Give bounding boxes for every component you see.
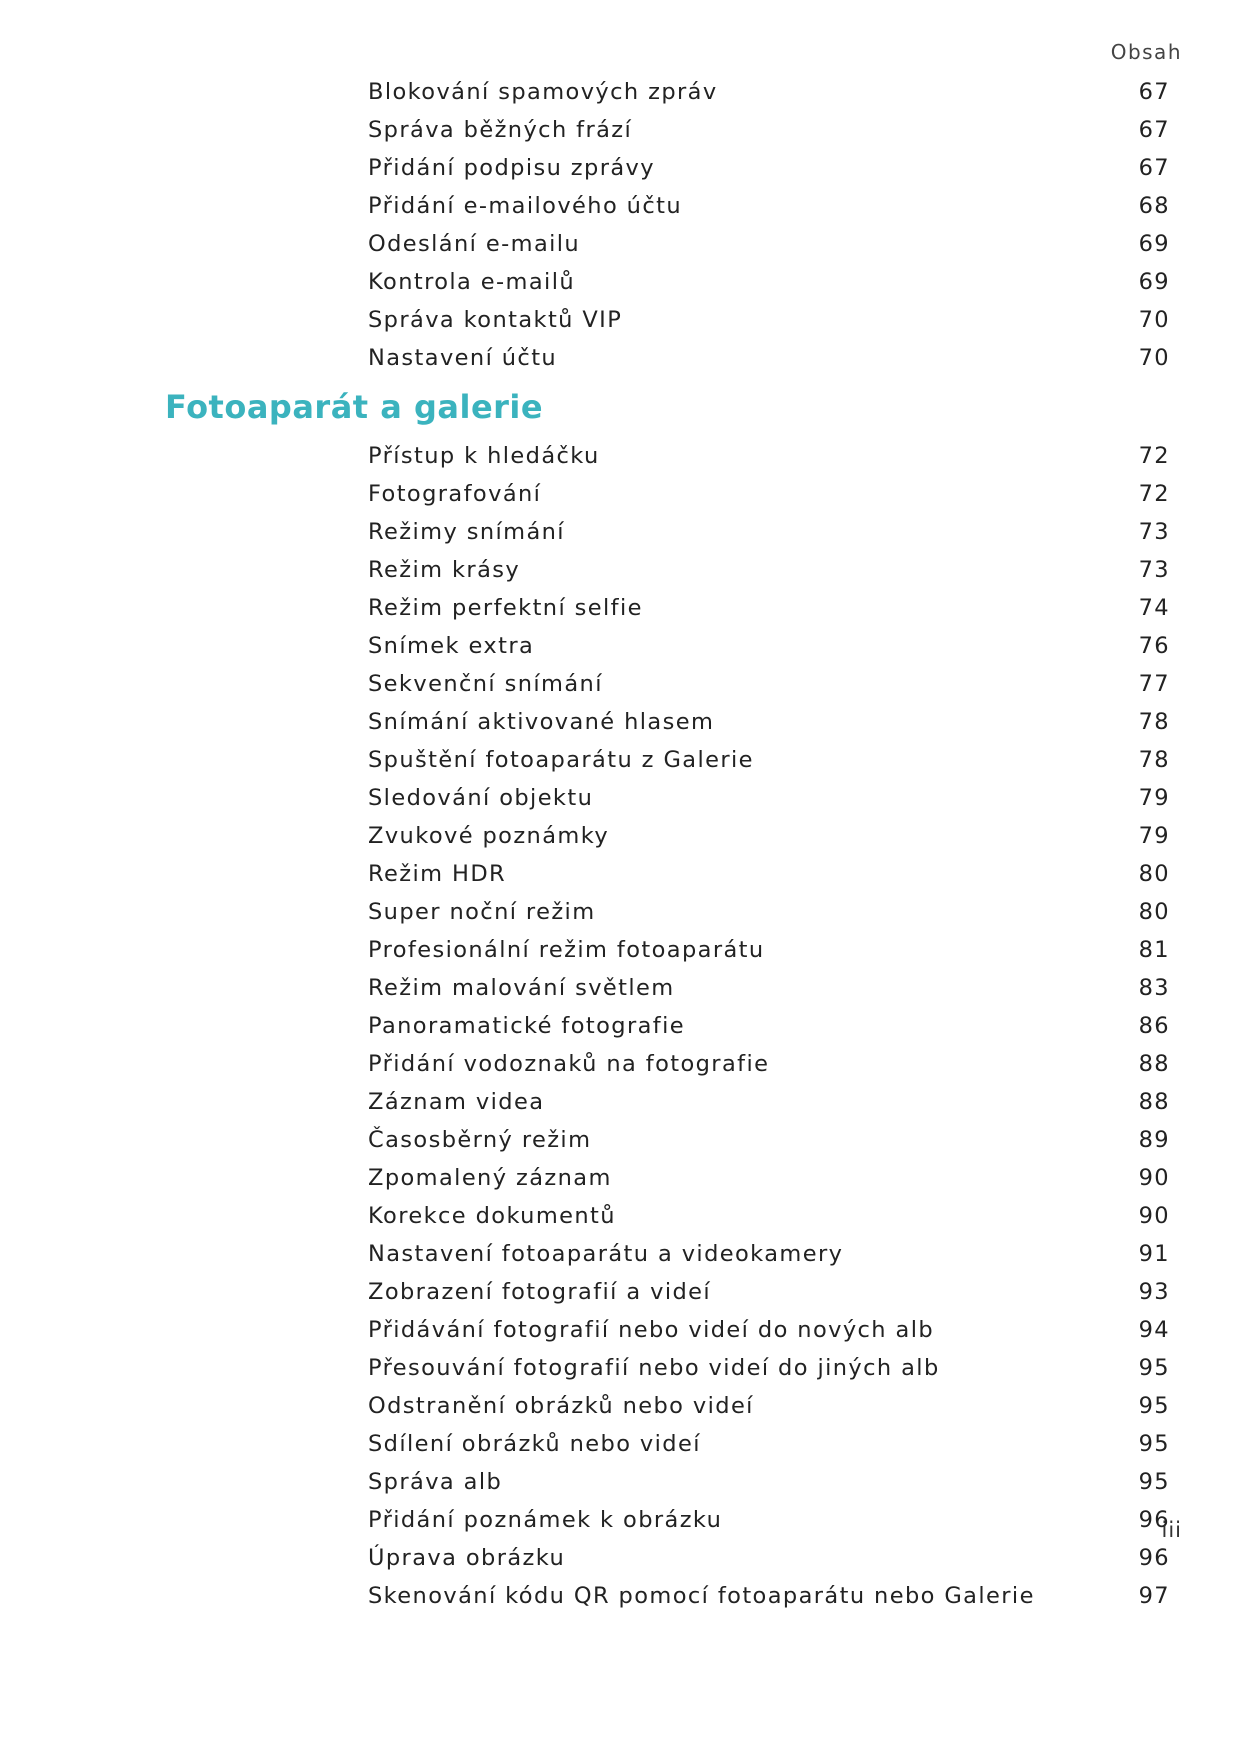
toc-entry[interactable] xyxy=(0,931,1240,969)
toc-entry-title[interactable]: Odstranění obrázků nebo videí xyxy=(368,1393,754,1419)
toc-entry-page-number[interactable]: 73 xyxy=(1138,557,1170,583)
toc-entry-title[interactable]: Přidávání fotografií nebo videí do nových alb xyxy=(368,1317,935,1343)
toc-entry[interactable] xyxy=(0,589,1240,627)
toc-entry[interactable] xyxy=(0,969,1240,1007)
toc-entry[interactable] xyxy=(0,1197,1240,1235)
toc-entry-title[interactable]: Fotografování xyxy=(368,481,542,507)
toc-entry-page-number[interactable]: 78 xyxy=(1138,747,1170,773)
toc-entry[interactable] xyxy=(0,1159,1240,1197)
toc-entry-page-number[interactable]: 77 xyxy=(1138,671,1170,697)
toc-entry-title[interactable]: Režimy snímání xyxy=(368,519,565,545)
toc-entry-page-number[interactable]: 95 xyxy=(1138,1469,1170,1495)
toc-entry[interactable] xyxy=(0,627,1240,665)
toc-entry[interactable] xyxy=(0,1539,1240,1577)
toc-entry-page-number[interactable]: 95 xyxy=(1138,1355,1170,1381)
toc-entry-page-number[interactable]: 67 xyxy=(1138,79,1170,105)
toc-entry[interactable] xyxy=(0,1577,1240,1615)
toc-entry-page-number[interactable]: 72 xyxy=(1138,481,1170,507)
toc-entry[interactable] xyxy=(0,1311,1240,1349)
toc-entry-title[interactable]: Záznam videa xyxy=(368,1089,545,1115)
toc-entry-page-number[interactable]: 80 xyxy=(1138,899,1170,925)
toc-entry-page-number[interactable]: 76 xyxy=(1138,633,1170,659)
toc-entry[interactable] xyxy=(0,817,1240,855)
toc-entry-page-number[interactable]: 74 xyxy=(1138,595,1170,621)
toc-entry-page-number[interactable]: 95 xyxy=(1138,1393,1170,1419)
toc-entry-title[interactable]: Přesouvání fotografií nebo videí do jiných alb xyxy=(368,1355,940,1381)
page-number: iii xyxy=(1161,1518,1182,1542)
toc-entry[interactable] xyxy=(0,1349,1240,1387)
toc-entry-title[interactable]: Přístup k hledáčku xyxy=(368,443,600,469)
toc-entry-title[interactable]: Přidání poznámek k obrázku xyxy=(368,1507,723,1533)
toc-entry[interactable] xyxy=(0,1273,1240,1311)
toc-entry[interactable] xyxy=(0,703,1240,741)
toc-entry-page-number[interactable]: 79 xyxy=(1138,823,1170,849)
toc-entry[interactable] xyxy=(0,301,1240,339)
toc-entry[interactable] xyxy=(0,1501,1240,1539)
toc-entry-page-number[interactable]: 97 xyxy=(1138,1583,1170,1609)
toc-entry-title[interactable]: Korekce dokumentů xyxy=(368,1203,616,1229)
toc-entry-title[interactable]: Kontrola e-mailů xyxy=(368,269,576,295)
toc-entry-page-number[interactable]: 86 xyxy=(1138,1013,1170,1039)
toc-entry-title[interactable]: Blokování spamových zpráv xyxy=(368,79,718,105)
toc-entry-title[interactable]: Panoramatické fotografie xyxy=(368,1013,685,1039)
toc-entry-page-number[interactable]: 78 xyxy=(1138,709,1170,735)
toc-entry-title[interactable]: Správa alb xyxy=(368,1469,503,1495)
toc-entry[interactable] xyxy=(0,187,1240,225)
toc-entry-page-number[interactable]: 95 xyxy=(1138,1431,1170,1457)
toc-entry[interactable] xyxy=(0,1425,1240,1463)
toc-entry-page-number[interactable]: 72 xyxy=(1138,443,1170,469)
toc-entry-title[interactable]: Sdílení obrázků nebo videí xyxy=(368,1431,701,1457)
toc-entry[interactable] xyxy=(0,779,1240,817)
toc-entry[interactable] xyxy=(0,513,1240,551)
toc-entry-title[interactable]: Spuštění fotoaparátu z Galerie xyxy=(368,747,754,773)
toc-entry-title[interactable]: Přidání vodoznaků na fotografie xyxy=(368,1051,770,1077)
toc-entry-title[interactable]: Sekvenční snímání xyxy=(368,671,603,697)
toc-entry-page-number[interactable]: 96 xyxy=(1138,1545,1170,1571)
toc-entry-page-number[interactable]: 96 xyxy=(1138,1507,1170,1533)
toc-entry[interactable] xyxy=(0,893,1240,931)
toc-entry-title[interactable]: Snímek extra xyxy=(368,633,535,659)
toc-entry-page-number[interactable]: 90 xyxy=(1138,1203,1170,1229)
toc-entry[interactable] xyxy=(0,1463,1240,1501)
toc-entry[interactable] xyxy=(0,665,1240,703)
toc-entry-page-number[interactable]: 83 xyxy=(1138,975,1170,1001)
toc-entry[interactable] xyxy=(0,73,1240,111)
toc-entry-title[interactable]: Nastavení účtu xyxy=(368,345,558,371)
toc-entry-title[interactable]: Režim HDR xyxy=(368,861,507,887)
toc-entry-page-number[interactable]: 88 xyxy=(1138,1051,1170,1077)
toc-entry[interactable] xyxy=(0,1235,1240,1273)
toc-entry[interactable] xyxy=(0,339,1240,377)
toc-entry-title[interactable]: Režim perfektní selfie xyxy=(368,595,643,621)
toc-entry-title[interactable]: Zobrazení fotografií a videí xyxy=(368,1279,712,1305)
toc-entry-title[interactable]: Správa běžných frází xyxy=(368,117,633,143)
toc-entry-title[interactable]: Úprava obrázku xyxy=(368,1545,566,1571)
toc-entry-title[interactable]: Časosběrný režim xyxy=(368,1127,592,1153)
toc-entry-title[interactable]: Režim krásy xyxy=(368,557,521,583)
toc-entry-page-number[interactable]: 89 xyxy=(1138,1127,1170,1153)
toc-entry-page-number[interactable]: 88 xyxy=(1138,1089,1170,1115)
toc-entry-title[interactable]: Snímání aktivované hlasem xyxy=(368,709,715,735)
toc-entry[interactable] xyxy=(0,475,1240,513)
toc-entry-page-number[interactable]: 73 xyxy=(1138,519,1170,545)
toc-entry-title[interactable]: Přidání podpisu zprávy xyxy=(368,155,655,181)
toc-entry[interactable] xyxy=(0,149,1240,187)
toc-entry-page-number[interactable]: 94 xyxy=(1138,1317,1170,1343)
toc-entries-previous-section xyxy=(0,73,1240,377)
toc-entry-title[interactable]: Super noční režim xyxy=(368,899,596,925)
toc-entry-page-number[interactable]: 67 xyxy=(1138,117,1170,143)
toc-entry-page-number[interactable]: 70 xyxy=(1138,345,1170,371)
toc-entry-title[interactable]: Nastavení fotoaparátu a videokamery xyxy=(368,1241,844,1267)
toc-entry[interactable] xyxy=(0,1007,1240,1045)
toc-entry-page-number[interactable]: 93 xyxy=(1138,1279,1170,1305)
toc-entry[interactable] xyxy=(0,551,1240,589)
toc-entry-title[interactable]: Přidání e-mailového účtu xyxy=(368,193,682,219)
toc-entry[interactable] xyxy=(0,741,1240,779)
toc-entry-page-number[interactable]: 70 xyxy=(1138,307,1170,333)
toc-entry-title[interactable]: Odeslání e-mailu xyxy=(368,231,581,257)
table-of-contents xyxy=(0,73,1240,1615)
toc-entry[interactable] xyxy=(0,225,1240,263)
toc-entry[interactable] xyxy=(0,1121,1240,1159)
toc-entry-page-number[interactable]: 69 xyxy=(1138,269,1170,295)
toc-entry-page-number[interactable]: 69 xyxy=(1138,231,1170,257)
toc-entries-camera-gallery xyxy=(0,437,1240,1615)
toc-entry-page-number[interactable]: 79 xyxy=(1138,785,1170,811)
toc-entry-page-number[interactable]: 90 xyxy=(1138,1165,1170,1191)
toc-entry-title[interactable]: Správa kontaktů VIP xyxy=(368,307,623,333)
toc-entry-title[interactable]: Skenování kódu QR pomocí fotoaparátu nebo Galerie xyxy=(368,1583,1035,1609)
toc-entry-title[interactable]: Profesionální režim fotoaparátu xyxy=(368,937,765,963)
toc-entry-title[interactable]: Zvukové poznámky xyxy=(368,823,610,849)
toc-entry[interactable] xyxy=(0,263,1240,301)
toc-entry[interactable] xyxy=(0,1387,1240,1425)
running-header: Obsah xyxy=(1110,40,1182,64)
toc-entry[interactable] xyxy=(0,855,1240,893)
toc-entry[interactable] xyxy=(0,1045,1240,1083)
section-heading[interactable]: Fotoaparát a galerie xyxy=(165,388,544,426)
toc-entry-page-number[interactable]: 67 xyxy=(1138,155,1170,181)
toc-entry[interactable] xyxy=(0,111,1240,149)
toc-entry-page-number[interactable]: 80 xyxy=(1138,861,1170,887)
toc-entry[interactable] xyxy=(0,437,1240,475)
toc-entry-page-number[interactable]: 91 xyxy=(1138,1241,1170,1267)
toc-entry-title[interactable]: Režim malování světlem xyxy=(368,975,675,1001)
toc-entry-title[interactable]: Zpomalený záznam xyxy=(368,1165,612,1191)
toc-entry-title[interactable]: Sledování objektu xyxy=(368,785,594,811)
toc-entry-page-number[interactable]: 68 xyxy=(1138,193,1170,219)
toc-entry-page-number[interactable]: 81 xyxy=(1138,937,1170,963)
toc-entry[interactable] xyxy=(0,1083,1240,1121)
